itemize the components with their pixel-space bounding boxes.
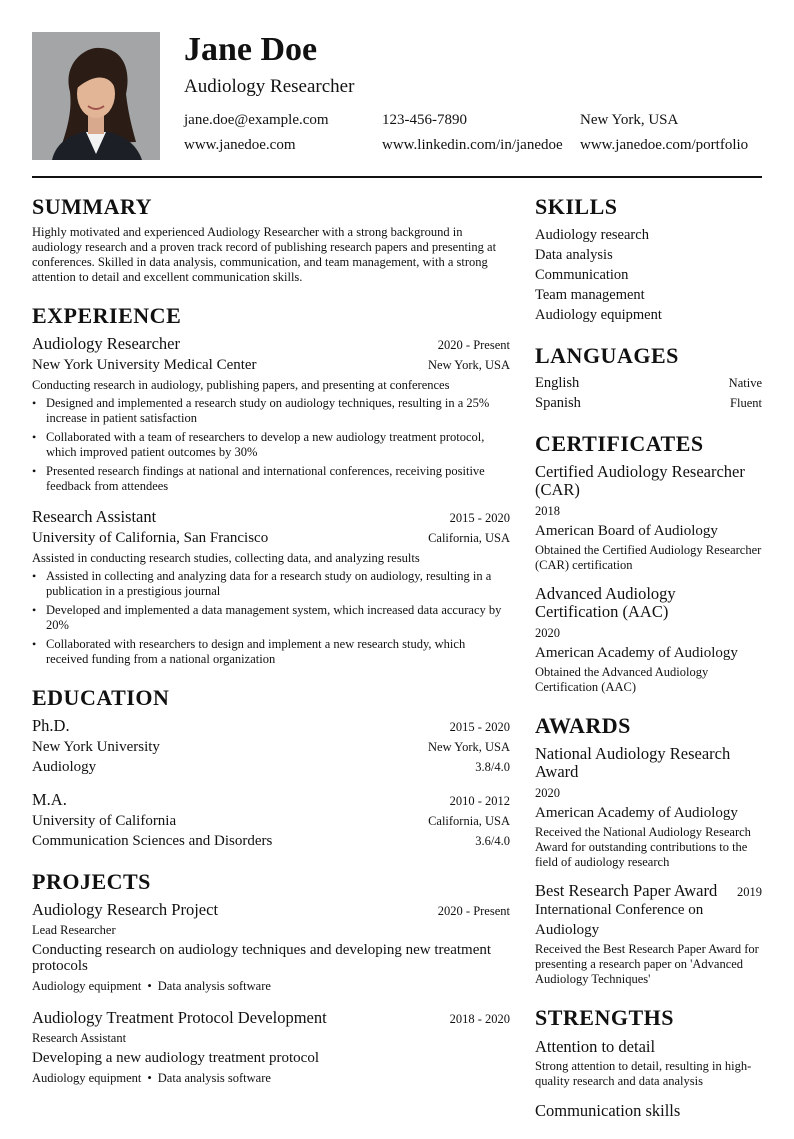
- strength-desc: Strong attention to detail, resulting in high-quality research and data analysis: [535, 1059, 752, 1088]
- skills-section: [535, 194, 762, 325]
- header-info: [184, 32, 762, 160]
- project-dates: 2018 - 2020: [449, 1012, 510, 1026]
- language-name: Spanish: [535, 395, 581, 411]
- award-title: Best Research Paper Award: [535, 881, 718, 900]
- experience-desc: Assisted in conducting research studies, collecting data, and analyzing results: [32, 551, 420, 565]
- project-name: Audiology Treatment Protocol Development: [32, 1008, 327, 1027]
- summary-text: Highly motivated and experienced Audiology Researcher with a strong background in audiology research and a proven track record of publishing research papers and presenting at conferences. Skilled in data analysis, communication, and team management, with a strong attention to detail and excellent communication skills.: [32, 225, 497, 284]
- experience-bullet: • Presented research findings at national and international conferences, receiving positive feedback from attendees: [32, 464, 510, 494]
- strength-title: Communication skills: [535, 1101, 681, 1120]
- experience-dates: 2015 - 2020: [449, 511, 510, 525]
- skill-item: Audiology equipment: [535, 307, 662, 323]
- contact-linkedin[interactable]: www.linkedin.com/in/janedoe: [382, 137, 563, 153]
- resume-header: [32, 32, 762, 160]
- awards-heading: AWARDS: [535, 713, 631, 738]
- experience-bullets: [32, 396, 510, 494]
- awards-section: [535, 713, 762, 987]
- education-location: California, USA: [428, 814, 510, 828]
- language-row: [535, 373, 762, 393]
- language-name: English: [535, 375, 580, 391]
- certificate-title: Certified Audiology Researcher (CAR): [535, 462, 745, 499]
- experience-section: [32, 303, 510, 667]
- strengths-section: [535, 1005, 762, 1121]
- profile-photo: [32, 32, 160, 160]
- certificate-org: American Academy of Audiology: [535, 645, 738, 661]
- language-level: Native: [728, 376, 762, 390]
- education-dates: 2015 - 2020: [449, 720, 510, 734]
- project-dates: 2020 - Present: [437, 904, 510, 918]
- project-tags: Audiology equipment • Data analysis software: [32, 1071, 271, 1085]
- project-desc: Developing a new audiology treatment protocol: [32, 1050, 319, 1066]
- header-divider: [32, 176, 762, 178]
- experience-bullet: • Assisted in collecting and analyzing data for a research study on audiology, resulting in a publication in a prestigious journal: [32, 569, 510, 599]
- person-name: Jane Doe: [184, 31, 318, 68]
- experience-entry: [32, 506, 510, 667]
- certificate-entry: [535, 585, 762, 695]
- experience-heading: EXPERIENCE: [32, 303, 182, 328]
- strength-title: Attention to detail: [535, 1037, 656, 1056]
- education-gpa: 3.6/4.0: [475, 834, 510, 848]
- skill-item: Team management: [535, 287, 645, 303]
- projects-heading: PROJECTS: [32, 869, 151, 894]
- award-org: American Academy of Audiology: [535, 805, 738, 821]
- strength-entry: [535, 1037, 762, 1089]
- experience-org: New York University Medical Center: [32, 357, 257, 373]
- skill-item: Communication: [535, 267, 629, 283]
- experience-role: Audiology Researcher: [32, 334, 180, 353]
- award-entry: [535, 745, 762, 870]
- award-year: 2019: [737, 885, 762, 899]
- contact-portfolio[interactable]: www.janedoe.com/portfolio: [580, 137, 749, 153]
- languages-section: [535, 343, 762, 413]
- languages-heading: LANGUAGES: [535, 343, 679, 368]
- experience-bullet: • Designed and implemented a research study on audiology techniques, resulting in a 25% increase in patient satisfaction: [32, 396, 510, 426]
- experience-org: University of California, San Francisco: [32, 530, 269, 546]
- experience-bullet: • Collaborated with a team of researchers to develop a new audiology treatment protocol, which improved patient outcomes by 30%: [32, 430, 510, 460]
- education-field: Communication Sciences and Disorders: [32, 833, 273, 849]
- skills-heading: SKILLS: [535, 194, 618, 219]
- project-entry: [32, 1007, 510, 1087]
- content-columns: [32, 194, 762, 1139]
- resume-page: [32, 32, 762, 1139]
- certificate-org: American Board of Audiology: [535, 523, 718, 539]
- education-section: [32, 685, 510, 851]
- skill-item: Audiology research: [535, 227, 649, 243]
- education-dates: 2010 - 2012: [449, 794, 510, 808]
- strengths-heading: STRENGTHS: [535, 1005, 674, 1030]
- award-desc: Received the Best Research Paper Award for presenting a research paper on 'Advanced Audiology Techniques': [535, 942, 759, 986]
- experience-desc: Conducting research in audiology, publishing papers, and presenting at conferences: [32, 378, 450, 392]
- language-level: Fluent: [730, 396, 762, 410]
- award-year: 2020: [535, 786, 560, 800]
- education-entry: [32, 715, 510, 777]
- project-name: Audiology Research Project: [32, 900, 219, 919]
- award-org: International Conference on Audiology: [535, 902, 704, 938]
- project-tag: Data analysis software: [157, 979, 271, 993]
- certificate-desc: Obtained the Advanced Audiology Certification (AAC): [535, 665, 709, 694]
- certificate-entry: [535, 463, 762, 573]
- summary-heading: SUMMARY: [32, 194, 153, 219]
- education-gpa: 3.8/4.0: [475, 760, 510, 774]
- contact-email[interactable]: jane.doe@example.com: [184, 112, 329, 128]
- skill-item: Data analysis: [535, 247, 613, 263]
- experience-location: California, USA: [428, 531, 510, 545]
- project-tags: Audiology equipment • Data analysis software: [32, 979, 271, 993]
- award-title: National Audiology Research Award: [535, 744, 731, 781]
- project-tag: Data analysis software: [157, 1071, 271, 1085]
- project-tag: Audiology equipment: [32, 979, 142, 993]
- contact-grid: [184, 108, 762, 158]
- certificate-desc: Obtained the Certified Audiology Researcher (CAR) certification: [535, 543, 762, 572]
- strength-entry: [535, 1101, 762, 1121]
- certificate-year: 2018: [535, 504, 560, 518]
- education-field: Audiology: [32, 759, 97, 775]
- project-desc: Conducting research on audiology techniques and developing new treatment protocols: [32, 942, 492, 974]
- experience-entry: [32, 333, 510, 494]
- experience-dates: 2020 - Present: [437, 338, 510, 352]
- experience-role: Research Assistant: [32, 507, 157, 526]
- summary-section: [32, 194, 510, 285]
- education-degree: M.A.: [32, 790, 67, 809]
- contact-website[interactable]: www.janedoe.com: [184, 137, 296, 153]
- project-role: Lead Researcher: [32, 923, 116, 937]
- education-entry: [32, 789, 510, 851]
- language-row: [535, 393, 762, 413]
- certificate-year: 2020: [535, 626, 560, 640]
- experience-bullet: • Developed and implemented a data management system, which increased data accuracy by 20%: [32, 603, 510, 633]
- contact-phone[interactable]: 123-456-7890: [382, 112, 467, 128]
- award-desc: Received the National Audiology Research Award for outstanding contributions to the field of audiology research: [535, 825, 751, 869]
- experience-location: New York, USA: [428, 358, 510, 372]
- left-column: [32, 194, 510, 1139]
- contact-location: New York, USA: [580, 112, 679, 128]
- education-location: New York, USA: [428, 740, 510, 754]
- project-entry: [32, 899, 510, 995]
- project-tag: Audiology equipment: [32, 1071, 142, 1085]
- certificate-title: Advanced Audiology Certification (AAC): [535, 584, 676, 621]
- award-entry: [535, 882, 762, 987]
- right-column: [535, 194, 762, 1139]
- experience-bullets: [32, 569, 510, 667]
- certificates-section: [535, 431, 762, 695]
- education-degree: Ph.D.: [32, 716, 70, 735]
- education-heading: EDUCATION: [32, 685, 170, 710]
- education-school: New York University: [32, 739, 160, 755]
- project-role: Research Assistant: [32, 1031, 127, 1045]
- certificates-heading: CERTIFICATES: [535, 431, 704, 456]
- education-school: University of California: [32, 813, 177, 829]
- experience-bullet: • Collaborated with researchers to design and implement a new research study, which received funding from a national organization: [32, 637, 510, 667]
- projects-section: [32, 869, 510, 1087]
- person-title: Audiology Researcher: [184, 76, 355, 97]
